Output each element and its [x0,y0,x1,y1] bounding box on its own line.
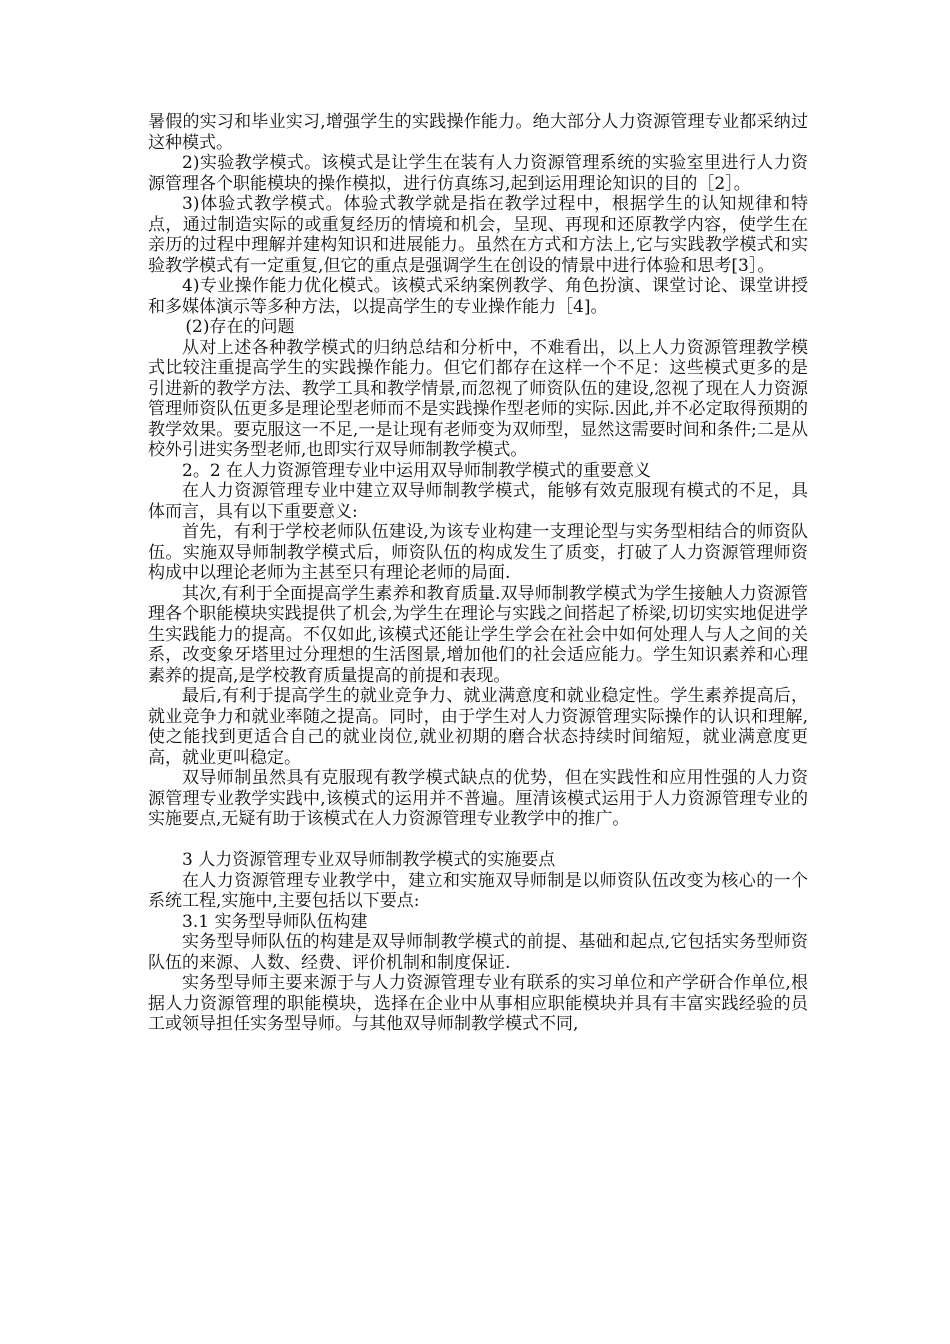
paragraph-section-3-intro: 在人力资源管理专业教学中，建立和实施双导师制是以师资队伍改变为核心的一个系统工程,实施中,主要包括以下要点: [148,870,808,911]
blank-line [148,830,808,851]
paragraph-tutor-sources: 实务型导师主要来源于与人力资源管理专业有联系的实习单位和产学研合作单位,根据人力资源管理的职能模块，选择在企业中从事相应职能模块并具有丰富实践经验的员工或领导担任实务型导师。与其他双导师制教学模式不同, [148,973,808,1034]
paragraph-skill-optimization-model: 4)专业操作能力优化模式。该模式采纳案例教学、角色扮演、课堂讨论、课堂讲授和多媒体演示等多种方法，以提高学生的专业操作能力［4]。 [148,276,808,317]
body-text [148,112,808,1035]
paragraph-continuation: 暑假的实习和毕业实习,增强学生的实践操作能力。绝大部分人力资源管理专业都采纳过这种模式。 [148,112,808,153]
paragraph-finally: 最后,有利于提高学生的就业竞争力、就业满意度和就业稳定性。学生素养提高后，就业竞争力和就业率随之提高。同时，由于学生对人力资源管理实际操作的认识和理解,使之能找到更适合自己的就业岗位,就业初期的磨合状态持续时间缩短，就业满意度更高，就业更叫稳定。 [148,686,808,768]
section-heading-3: 3 人力资源管理专业双导师制教学模式的实施要点 [182,850,556,870]
paragraph-experiential-model: 3)体验式教学模式。体验式教学就是指在教学过程中，根据学生的认知规律和特点，通过制造实际的或重复经历的情境和机会，呈现、再现和还原教学内容，使学生在亲历的过程中理解并建构知识和进展能力。虽然在方式和方法上,它与实践教学模式和实验教学模式有一定重复,但它的重点是强调学生在创设的情景中进行体验和思考[3］。 [148,194,808,276]
section-heading-3-1: 3.1 实务型导师队伍构建 [182,911,368,932]
section-heading-2-2: 2。2 在人力资源管理专业中运用双导师制教学模式的重要意义 [182,460,652,481]
subheading-existing-problems: (2)存在的问题 [185,317,295,337]
paragraph-tutor-team-construction: 实务型导师队伍的构建是双导师制教学模式的前提、基础和起点,它包括实务型师资队伍的来源、人数、经费、评价机制和制度保证. [148,932,808,973]
paragraph-summary: 双导师制虽然具有克服现有教学模式缺点的优势，但在实践性和应用性强的人力资源管理专业教学实践中,该模式的运用并不普遍。厘清该模式运用于人力资源管理专业的实施要点,无疑有助于该模式在人力资源管理专业教学中的推广。 [148,768,808,829]
paragraph-first: 首先，有利于学校老师队伍建设,为该专业构建一支理论型与实务型相结合的师资队伍。实施双导师制教学模式后，师资队伍的构成发生了质变，打破了人力资源管理师资构成中以理论老师为主甚至只有理论老师的局面. [148,522,808,583]
paragraph-problem-analysis: 从对上述各种教学模式的归纳总结和分析中，不难看出，以上人力资源管理教学模式比较注重提高学生的实践操作能力。但它们都存在这样一个不足：这些模式更多的是引进新的教学方法、教学工具和教学情景,而忽视了师资队伍的建设,忽视了现在人力资源管理师资队伍更多是理论型老师而不是实践操作型老师的实际.因此,并不必定取得预期的教学效果。要克服这一不足,一是让现有老师变为双师型，显然这需要时间和条件;二是从校外引进实务型老师,也即实行双导师制教学模式。 [148,337,808,460]
paragraph-experimental-model: 2)实验教学模式。该模式是让学生在装有人力资源管理系统的实验室里进行人力资源管理各个职能模块的操作模拟，进行仿真练习,起到运用理论知识的目的［2］。 [148,153,808,194]
paragraph-second: 其次,有利于全面提高学生素养和教育质量.双导师制教学模式为学生接触人力资源管理各个职能模块实践提供了机会,为学生在理论与实践之间搭起了桥梁,切切实实地促进学生实践能力的提高。不仅如此,该模式还能让学生学会在社会中如何处理人与人之间的关系，改变象牙塔里过分理想的生活图景,增加他们的社会适应能力。学生知识素养和心理素养的提高,是学校教育质量提高的前提和表现。 [148,583,808,686]
paragraph-significance-intro: 在人力资源管理专业中建立双导师制教学模式，能够有效克服现有模式的不足，具体而言，具有以下重要意义: [148,481,808,522]
